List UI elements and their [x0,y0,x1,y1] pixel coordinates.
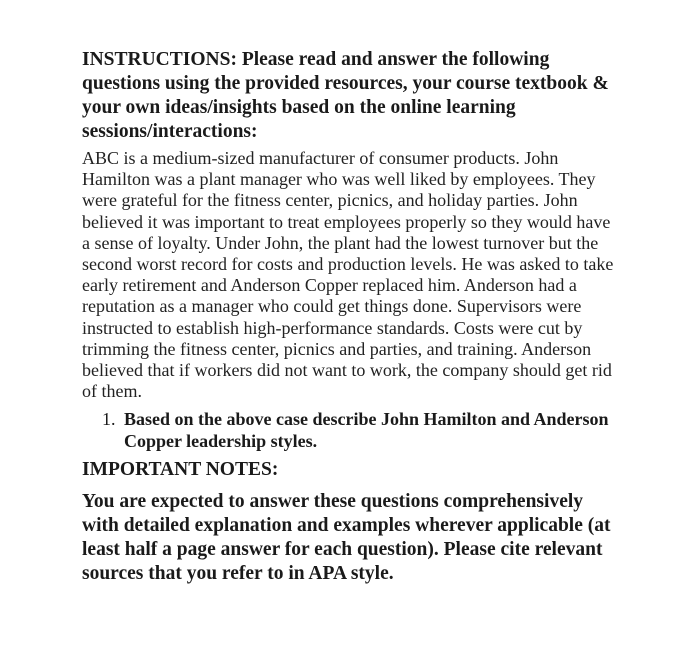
case-study-paragraph: ABC is a medium-sized manufacturer of consumer products. John Hamilton was a plant manager who was well liked by employees. They were grateful for the fitness center, picnics, and holiday parties. John believed it was important to treat employees properly so they would have a sense of loyalty. Under John, the plant had the lowest turnover but the second worst record for costs and production levels. He was asked to take early retirement and Anderson Copper replaced him. Anderson had a reputation as a manager who could get things done. Supervisors were instructed to establish high-performance standards. Costs were cut by trimming the fitness center, picnics and parties, and training. Anderson believed that if workers did not want to work, the company should get rid of them. [82,148,614,402]
question-item [82,408,622,452]
document-page [82,48,622,586]
question-number: 1. [102,409,116,430]
important-notes-heading: IMPORTANT NOTES: [82,459,279,481]
question-list [82,408,622,452]
question-text: Based on the above case describe John Hamilton and Anderson Copper leadership styles. [124,409,609,452]
instructions-paragraph: INSTRUCTIONS: Please read and answer the following questions using the provided resources, your course textbook & your own ideas/insights based on the online learning sessions/interactions: [82,49,609,142]
important-notes-paragraph: You are expected to answer these questions comprehensively with detailed explanation and examples wherever applicable (at least half a page answer for each question). Please cite relevant sources that you refer to in APA style. [82,491,611,585]
